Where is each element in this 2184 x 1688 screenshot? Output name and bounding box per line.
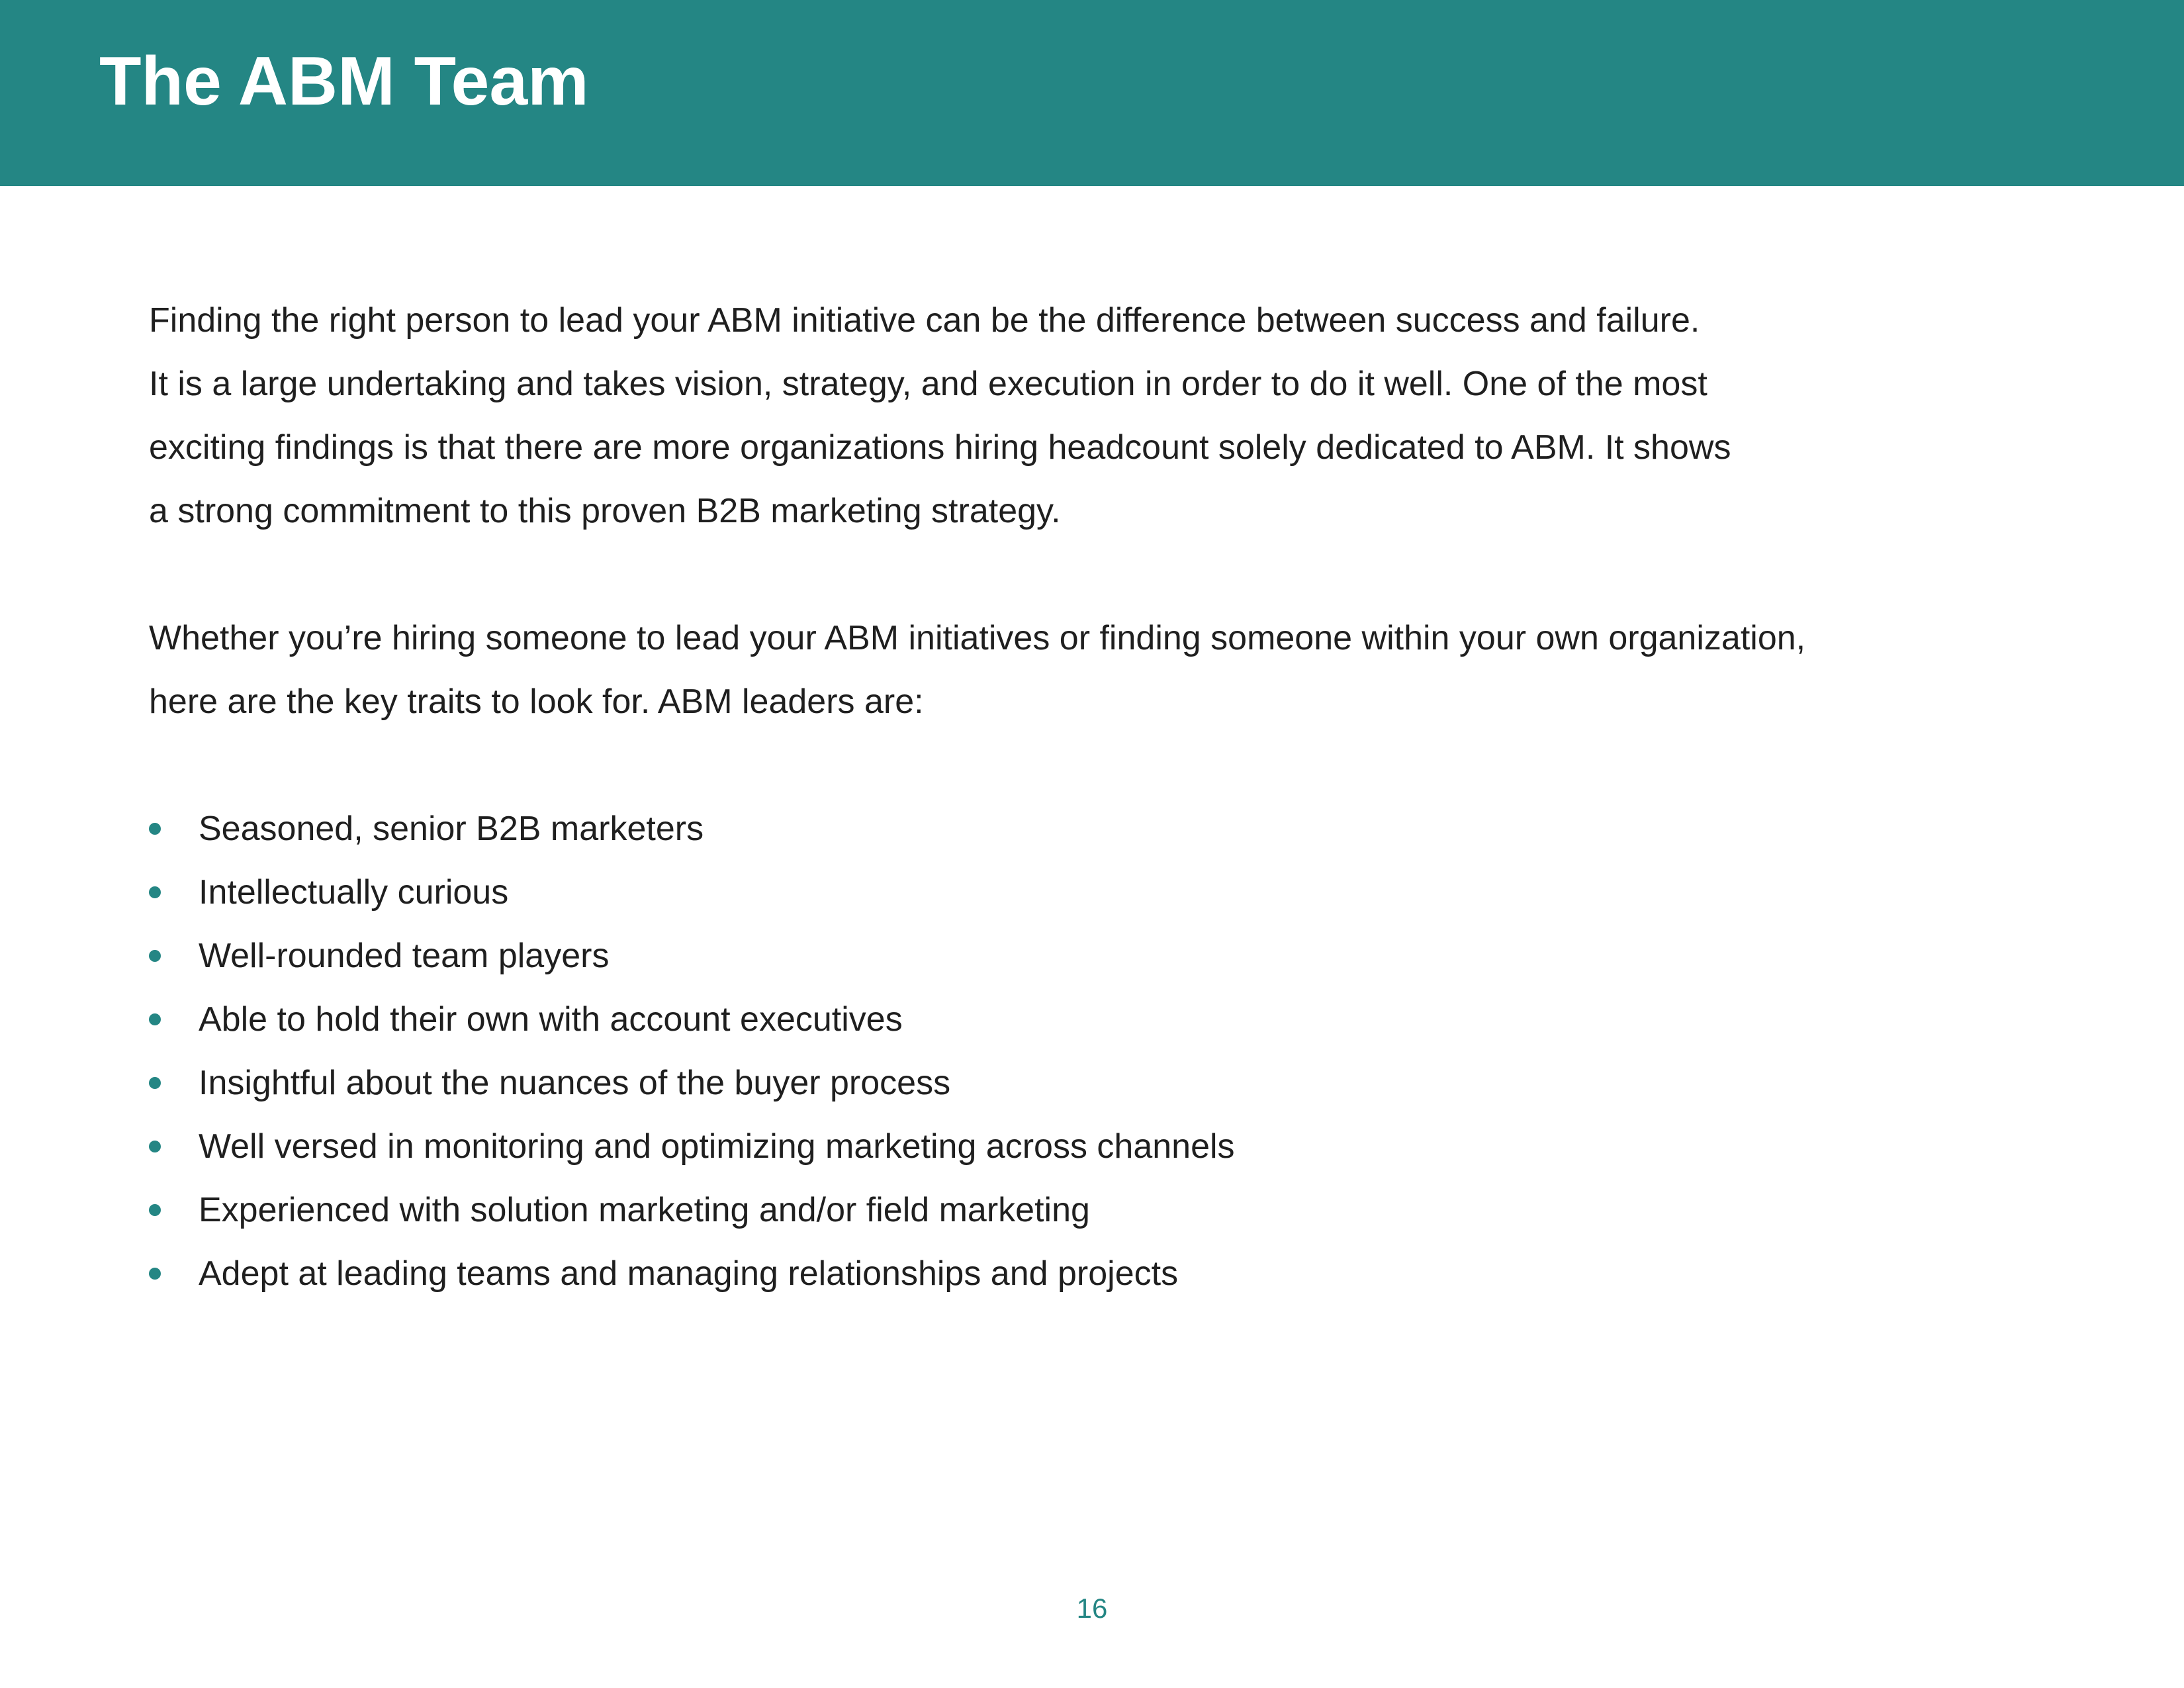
bullet-icon [149, 886, 161, 898]
paragraph-line: It is a large undertaking and takes vision, strategy, and execution in order to do it well. One of the most [149, 365, 1707, 403]
list-item-text: Intellectually curious [199, 873, 509, 912]
bullet-icon [149, 1204, 161, 1216]
list-item-text: Experienced with solution marketing and/or field marketing [199, 1191, 1090, 1229]
bullet-icon [149, 950, 161, 962]
paragraph-line: a strong commitment to this proven B2B marketing strategy. [149, 492, 1061, 530]
list-item-text: Seasoned, senior B2B marketers [199, 810, 704, 848]
bullet-icon [149, 1013, 161, 1025]
list-item-text: Well versed in monitoring and optimizing marketing across channels [199, 1127, 1235, 1166]
header-band [0, 0, 2184, 186]
list-item [149, 1242, 2035, 1305]
bullet-icon [149, 1141, 161, 1152]
list-item [149, 1178, 2035, 1242]
body-content [149, 289, 2035, 1305]
bullet-icon [149, 823, 161, 835]
traits-list [149, 797, 2035, 1305]
paragraph-line: Whether you’re hiring someone to lead your ABM initiatives or finding someone within your own organization, [149, 619, 1806, 657]
paragraph-line: here are the key traits to look for. ABM leaders are: [149, 682, 924, 721]
list-item [149, 988, 2035, 1051]
list-item [149, 797, 2035, 861]
intro-paragraph-1 [149, 289, 2035, 543]
page-number: 16 [1076, 1593, 1108, 1624]
list-item-text: Insightful about the nuances of the buyer process [199, 1064, 951, 1102]
bullet-icon [149, 1268, 161, 1280]
intro-paragraph-2 [149, 606, 2035, 733]
list-item [149, 1051, 2035, 1115]
list-item [149, 861, 2035, 924]
list-item [149, 1115, 2035, 1178]
list-item-text: Well-rounded team players [199, 937, 610, 975]
paragraph-line: Finding the right person to lead your ABM initiative can be the difference between success and failure. [149, 301, 1700, 340]
list-item [149, 924, 2035, 988]
paragraph-line: exciting findings is that there are more organizations hiring headcount solely dedicated to ABM. It shows [149, 428, 1731, 467]
list-item-text: Able to hold their own with account executives [199, 1000, 903, 1039]
list-item-text: Adept at leading teams and managing relationships and projects [199, 1254, 1179, 1293]
bullet-icon [149, 1077, 161, 1089]
page-title: The ABM Team [99, 43, 589, 120]
